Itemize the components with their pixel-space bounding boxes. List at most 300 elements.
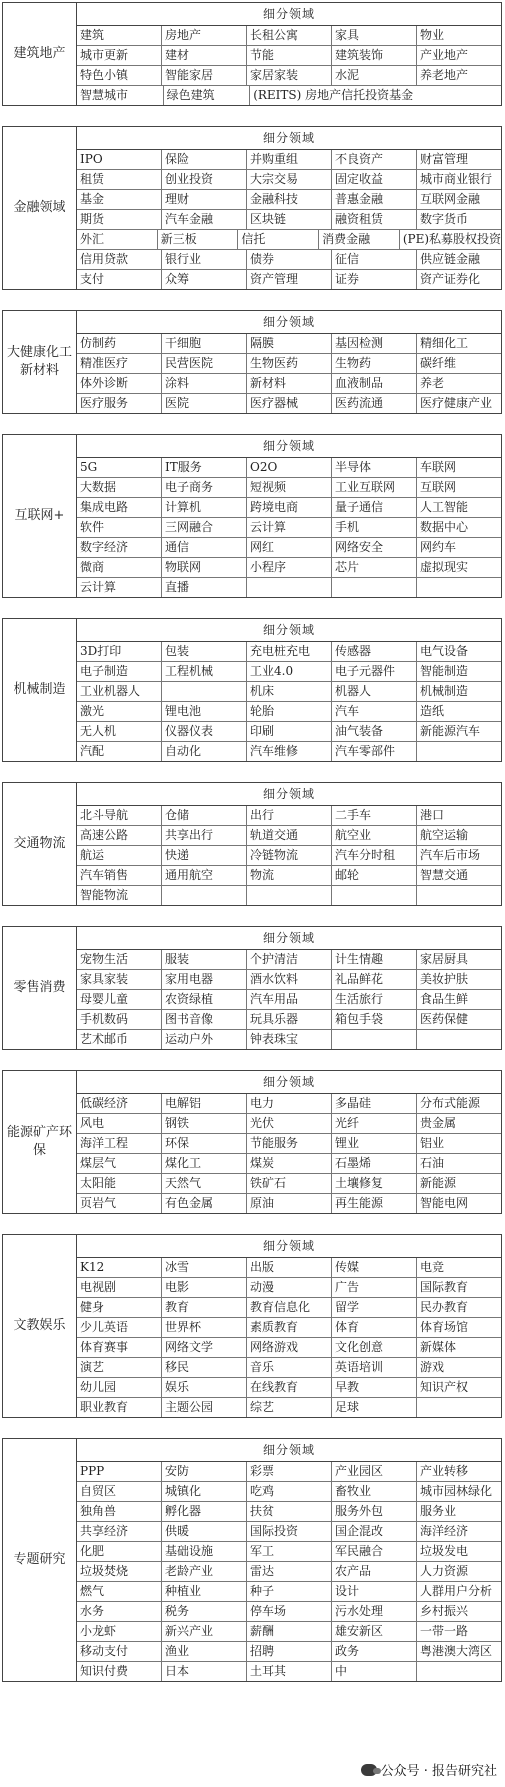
- table-cell: 城镇化: [162, 1482, 247, 1501]
- table-cell: 医院: [162, 394, 247, 413]
- table-row: [77, 1154, 501, 1174]
- table-cell: 半导体: [332, 458, 417, 477]
- table-cell: 航空业: [332, 826, 417, 845]
- table-cell: 页岩气: [77, 1194, 162, 1213]
- table-cell: 国际教育: [420, 1280, 469, 1294]
- table-cell: 软件: [77, 518, 162, 537]
- table-row: [77, 558, 501, 578]
- table-cell: 汽车金融: [162, 210, 247, 229]
- table-cell: 出行: [247, 806, 332, 825]
- table-cell: 数据中心: [420, 520, 469, 534]
- table-cell: 水泥: [332, 66, 417, 85]
- table-cell: 血液制品: [332, 374, 417, 393]
- table-cell: 物联网: [162, 558, 247, 577]
- table-row: [77, 886, 501, 905]
- table-cell: 创业投资: [162, 170, 247, 189]
- table-cell: 设计: [332, 1582, 417, 1601]
- table-cell: 风电: [77, 1114, 162, 1133]
- table-cell: 税务: [162, 1602, 247, 1621]
- table-cell: 邮轮: [332, 866, 417, 885]
- table-row: [77, 150, 501, 170]
- table-cell: 集成电路: [77, 498, 162, 517]
- table-cell: 电气设备: [420, 644, 469, 658]
- table-cell: 基础设施: [162, 1542, 247, 1561]
- table-cell: 政务: [332, 1642, 417, 1661]
- table-row: [77, 682, 501, 702]
- table-cell: 家具家装: [77, 970, 162, 989]
- table-cell: 电视剧: [77, 1278, 162, 1297]
- table-cell: [332, 578, 417, 597]
- table-cell: 石油: [420, 1156, 445, 1170]
- table-cell: 汽车: [332, 702, 417, 721]
- table-cell: 高速公路: [77, 826, 162, 845]
- table-cell: 激光: [77, 702, 162, 721]
- table-cell: 雷达: [247, 1562, 332, 1581]
- table-row: [77, 478, 501, 498]
- section-grid: [77, 619, 501, 761]
- table-cell: 节能: [247, 46, 332, 65]
- table-cell: 分布式能源: [420, 1096, 481, 1110]
- section-category: 互联网+: [3, 435, 77, 597]
- table-cell: 低碳经济: [77, 1094, 162, 1113]
- table-cell: 医疗器械: [247, 394, 332, 413]
- table-cell: 农资绿植: [162, 990, 247, 1009]
- table-cell: 网络文学: [162, 1338, 247, 1357]
- table-cell: 金融科技: [247, 190, 332, 209]
- table-cell: [332, 886, 417, 905]
- table-row: [77, 1522, 501, 1542]
- table-row: [77, 722, 501, 742]
- table-cell: 一带一路: [420, 1624, 469, 1638]
- table-cell: 健身: [77, 1298, 162, 1317]
- table-cell: 化肥: [77, 1542, 162, 1561]
- table-cell: 光纤: [332, 1114, 417, 1133]
- table-cell: 锂电池: [162, 702, 247, 721]
- table-cell: 医疗健康产业: [420, 396, 493, 410]
- table-cell: 体外诊断: [77, 374, 162, 393]
- table-row: [77, 1194, 501, 1213]
- table-cell: 综艺: [247, 1398, 332, 1417]
- table-cell: 家居家装: [247, 66, 332, 85]
- table-cell: 共享出行: [162, 826, 247, 845]
- section-header: 细分领域: [77, 3, 501, 26]
- table-cell: 图书音像: [162, 1010, 247, 1029]
- table-cell: K12: [77, 1258, 162, 1277]
- table-cell: [247, 578, 332, 597]
- table-cell: 租赁: [77, 170, 162, 189]
- table-cell: 精准医疗: [77, 354, 162, 373]
- table-row: [77, 26, 501, 46]
- table-cell: 体育: [332, 1318, 417, 1337]
- table-cell: 人工智能: [420, 500, 469, 514]
- table-cell: [417, 742, 501, 761]
- table-row: [77, 210, 501, 230]
- section-category: 大健康化工新材料: [3, 311, 77, 413]
- table-cell: 手机数码: [77, 1010, 162, 1029]
- table-row: [77, 950, 501, 970]
- section-header: 细分领域: [77, 783, 501, 806]
- section-table: [2, 310, 502, 414]
- table-cell: 网络游戏: [247, 1338, 332, 1357]
- table-cell: 工程机械: [162, 662, 247, 681]
- table-row: [77, 394, 501, 413]
- table-row: [77, 1010, 501, 1030]
- table-cell: 网红: [247, 538, 332, 557]
- table-cell: 手机: [332, 518, 417, 537]
- table-cell: 航运: [77, 846, 162, 865]
- table-cell: 乡村振兴: [420, 1604, 469, 1618]
- table-row: [77, 742, 501, 761]
- category-sheet: [2, 2, 502, 1702]
- section-grid: [77, 1071, 501, 1213]
- table-cell: 宠物生活: [77, 950, 162, 969]
- table-cell: 5G: [77, 458, 162, 477]
- table-cell: 新材料: [247, 374, 332, 393]
- table-cell: 粤港澳大湾区: [420, 1644, 493, 1658]
- table-cell: 知识产权: [420, 1380, 469, 1394]
- table-cell: 石墨烯: [332, 1154, 417, 1173]
- table-cell: 垃圾发电: [420, 1544, 469, 1558]
- table-cell: 大宗交易: [247, 170, 332, 189]
- table-cell: 新兴产业: [162, 1622, 247, 1641]
- table-cell: 城市园林绿化: [420, 1484, 493, 1498]
- table-row: [77, 1298, 501, 1318]
- table-cell: 体育赛事: [77, 1338, 162, 1357]
- table-cell: 吃鸡: [247, 1482, 332, 1501]
- table-row: [77, 1662, 501, 1681]
- table-row: [77, 1338, 501, 1358]
- table-cell: 普惠金融: [332, 190, 417, 209]
- table-cell: 仪器仪表: [162, 722, 247, 741]
- table-cell: 包装: [162, 642, 247, 661]
- section-grid: [77, 1235, 501, 1417]
- table-row: [77, 458, 501, 478]
- table-row: [77, 826, 501, 846]
- table-cell: 计算机: [162, 498, 247, 517]
- table-cell: 英语培训: [332, 1358, 417, 1377]
- table-cell: 家用电器: [162, 970, 247, 989]
- table-row: [77, 1562, 501, 1582]
- table-cell: 渔业: [162, 1642, 247, 1661]
- table-cell: 3D打印: [77, 642, 162, 661]
- table-cell: 跨境电商: [247, 498, 332, 517]
- table-row: [77, 970, 501, 990]
- table-row: [77, 642, 501, 662]
- table-cell: 自贸区: [77, 1482, 162, 1501]
- table-cell: 生物医药: [247, 354, 332, 373]
- section-category: 建筑地产: [3, 3, 77, 105]
- table-cell: 固定收益: [332, 170, 417, 189]
- table-cell: 城市商业银行: [420, 172, 493, 186]
- table-row: [77, 1378, 501, 1398]
- table-cell: 彩票: [247, 1462, 332, 1481]
- table-cell: 在线教育: [247, 1378, 332, 1397]
- table-cell: 数字经济: [77, 538, 162, 557]
- table-cell: 玩具乐器: [247, 1010, 332, 1029]
- table-cell: 服务业: [420, 1504, 457, 1518]
- table-cell: 军工: [247, 1542, 332, 1561]
- table-cell: 节能服务: [247, 1134, 332, 1153]
- table-cell: 服装: [162, 950, 247, 969]
- table-cell: 电影: [162, 1278, 247, 1297]
- table-cell: 传感器: [332, 642, 417, 661]
- table-cell: 仓储: [162, 806, 247, 825]
- table-cell: 产业地产: [420, 48, 469, 62]
- table-cell: 汽车销售: [77, 866, 162, 885]
- table-cell: 自动化: [162, 742, 247, 761]
- table-cell: 债券: [247, 250, 332, 269]
- table-cell: 艺术邮币: [77, 1030, 162, 1049]
- watermark: [361, 1760, 497, 1779]
- table-cell: 基金: [77, 190, 162, 209]
- table-cell: [162, 886, 247, 905]
- section-category: 文教娱乐: [3, 1235, 77, 1417]
- table-cell: 特色小镇: [77, 66, 162, 85]
- section-header: 细分领域: [77, 1439, 501, 1462]
- table-cell: 轨道交通: [247, 826, 332, 845]
- table-row: [77, 1622, 501, 1642]
- table-cell: 铁矿石: [247, 1174, 332, 1193]
- table-row: [77, 1258, 501, 1278]
- table-cell: 物流: [247, 866, 332, 885]
- section-grid: [77, 435, 501, 597]
- table-cell: 生活旅行: [332, 990, 417, 1009]
- section-header: 细分领域: [77, 1235, 501, 1258]
- table-cell: 水务: [77, 1602, 162, 1621]
- table-cell: 养老地产: [420, 68, 469, 82]
- table-cell: 垃圾焚烧: [77, 1562, 162, 1581]
- table-cell: 母婴儿童: [77, 990, 162, 1009]
- section-table: [2, 1234, 502, 1418]
- table-cell: 土耳其: [247, 1662, 332, 1681]
- table-cell: 世界杯: [162, 1318, 247, 1337]
- table-cell: 新三板: [158, 230, 239, 249]
- table-cell: 游戏: [420, 1360, 445, 1374]
- section-table: [2, 1438, 502, 1682]
- table-cell: 造纸: [420, 704, 445, 718]
- table-cell: [162, 682, 247, 701]
- table-cell: 期货: [77, 210, 162, 229]
- table-cell: 人群用户分析: [420, 1584, 493, 1598]
- table-cell: 太阳能: [77, 1174, 162, 1193]
- table-cell: 医药流通: [332, 394, 417, 413]
- table-cell: 知识付费: [77, 1662, 162, 1681]
- section-category: 零售消费: [3, 927, 77, 1049]
- table-cell: [417, 886, 501, 905]
- table-cell: 海洋工程: [77, 1134, 162, 1153]
- table-cell: 环保: [162, 1134, 247, 1153]
- table-cell: 有色金属: [162, 1194, 247, 1213]
- table-cell: 直播: [162, 578, 247, 597]
- table-cell: 医药保健: [420, 1012, 469, 1026]
- table-cell: [417, 578, 501, 597]
- table-cell: 国际投资: [247, 1522, 332, 1541]
- section-table: [2, 2, 502, 106]
- table-row: [77, 538, 501, 558]
- table-cell: 汽车用品: [247, 990, 332, 1009]
- table-cell: 铝业: [420, 1136, 445, 1150]
- table-cell: 个护清洁: [247, 950, 332, 969]
- table-cell: 涂料: [162, 374, 247, 393]
- table-row: [77, 1318, 501, 1338]
- table-cell: 电子商务: [162, 478, 247, 497]
- section-table: [2, 618, 502, 762]
- table-cell: 汽车维修: [247, 742, 332, 761]
- table-cell: 光伏: [247, 1114, 332, 1133]
- table-cell: 运动户外: [162, 1030, 247, 1049]
- table-cell: 电竞: [420, 1260, 445, 1274]
- table-row: [77, 1582, 501, 1602]
- table-row: [77, 1030, 501, 1049]
- table-cell: 动漫: [247, 1278, 332, 1297]
- table-cell: 停车场: [247, 1602, 332, 1621]
- table-cell: 物业: [420, 28, 445, 42]
- table-row: [77, 1542, 501, 1562]
- table-cell: 证券: [332, 270, 417, 289]
- table-row: [77, 1278, 501, 1298]
- table-cell: 教育信息化: [247, 1298, 332, 1317]
- section-category: 能源矿产环保: [3, 1071, 77, 1213]
- table-cell: 天然气: [162, 1174, 247, 1193]
- table-cell: 征信: [332, 250, 417, 269]
- table-cell: 产业转移: [420, 1464, 469, 1478]
- section-grid: [77, 783, 501, 905]
- table-row: [77, 1358, 501, 1378]
- table-cell: 云计算: [77, 578, 162, 597]
- table-row: [77, 86, 501, 105]
- table-cell: 贵金属: [420, 1116, 457, 1130]
- table-cell: 智慧交通: [420, 868, 469, 882]
- table-cell: 礼品鲜花: [332, 970, 417, 989]
- table-cell: 医疗服务: [77, 394, 162, 413]
- table-row: [77, 806, 501, 826]
- table-cell: 留学: [332, 1298, 417, 1317]
- table-cell: 互联网: [420, 480, 457, 494]
- table-row: [77, 1094, 501, 1114]
- table-cell: 长租公寓: [247, 26, 332, 45]
- table-cell: 产业园区: [332, 1462, 417, 1481]
- table-cell: 机械制造: [420, 684, 469, 698]
- table-cell: 虚拟现实: [420, 560, 469, 574]
- table-cell: 扶贫: [247, 1502, 332, 1521]
- table-cell: 污水处理: [332, 1602, 417, 1621]
- table-cell: 钟表珠宝: [247, 1030, 332, 1049]
- table-cell: 银行业: [162, 250, 247, 269]
- table-row: [77, 46, 501, 66]
- table-cell: 港口: [420, 808, 445, 822]
- section-header: 细分领域: [77, 435, 501, 458]
- table-cell: (PE)私募股权投资: [402, 232, 502, 246]
- table-cell: 数字货币: [420, 212, 469, 226]
- table-row: [77, 1642, 501, 1662]
- section-category: 专题研究: [3, 1439, 77, 1681]
- table-row: [77, 374, 501, 394]
- table-cell: 早教: [332, 1378, 417, 1397]
- table-row: [77, 498, 501, 518]
- table-cell: 航空运输: [420, 828, 469, 842]
- table-row: [77, 1114, 501, 1134]
- table-cell: 汽车零部件: [332, 742, 417, 761]
- table-cell: 信托: [238, 230, 319, 249]
- table-row: [77, 1462, 501, 1482]
- table-cell: 煤炭: [247, 1154, 332, 1173]
- table-row: [77, 334, 501, 354]
- table-cell: 互联网金融: [420, 192, 481, 206]
- section-grid: [77, 1439, 501, 1681]
- table-row: [77, 1602, 501, 1622]
- watermark-text: 公众号 · 报告研究社: [380, 1764, 497, 1779]
- table-cell: 音乐: [247, 1358, 332, 1377]
- table-cell: 足球: [332, 1398, 417, 1417]
- table-cell: 工业4.0: [247, 662, 332, 681]
- table-row: [77, 702, 501, 722]
- table-cell: 通用航空: [162, 866, 247, 885]
- table-row: [77, 662, 501, 682]
- table-cell: 移动支付: [77, 1642, 162, 1661]
- table-row: [77, 846, 501, 866]
- table-cell: PPP: [77, 1462, 162, 1481]
- table-cell: 仿制药: [77, 334, 162, 353]
- table-cell: 财富管理: [420, 152, 469, 166]
- table-cell: 微商: [77, 558, 162, 577]
- table-cell: 少儿英语: [77, 1318, 162, 1337]
- section-table: [2, 1070, 502, 1214]
- table-cell: 新能源: [420, 1176, 457, 1190]
- table-cell: 出版: [247, 1258, 332, 1277]
- table-cell: 农产品: [332, 1562, 417, 1581]
- table-cell: 雄安新区: [332, 1622, 417, 1641]
- table-row: [77, 170, 501, 190]
- table-cell: 老龄产业: [162, 1562, 247, 1581]
- table-cell: 小程序: [247, 558, 332, 577]
- table-cell: 融资租赁: [332, 210, 417, 229]
- table-cell: 体育场馆: [420, 1320, 469, 1334]
- table-cell: 移民: [162, 1358, 247, 1377]
- table-cell: 种子: [247, 1582, 332, 1601]
- section-table: [2, 126, 502, 290]
- section-category: 机械制造: [3, 619, 77, 761]
- table-cell: 锂业: [332, 1134, 417, 1153]
- table-cell: O2O: [247, 458, 332, 477]
- table-cell: 汽车分时租: [332, 846, 417, 865]
- table-cell: 民营医院: [162, 354, 247, 373]
- table-cell: 充电桩充电: [247, 642, 332, 661]
- table-cell: 智能物流: [77, 886, 162, 905]
- table-cell: 三网融合: [162, 518, 247, 537]
- table-row: [77, 1482, 501, 1502]
- table-cell: 汽车后市场: [420, 848, 481, 862]
- table-cell: 网约车: [420, 540, 457, 554]
- table-cell: [417, 1662, 501, 1681]
- table-cell: 建筑: [77, 26, 162, 45]
- table-cell: [247, 886, 332, 905]
- table-cell: 精细化工: [420, 336, 469, 350]
- table-cell: 小龙虾: [77, 1622, 162, 1641]
- section-header: 细分领域: [77, 619, 501, 642]
- table-cell: 食品生鲜: [420, 992, 469, 1006]
- table-cell: 服务外包: [332, 1502, 417, 1521]
- table-cell: 招聘: [247, 1642, 332, 1661]
- table-cell: 车联网: [420, 460, 457, 474]
- section-table: [2, 434, 502, 598]
- table-cell: 家居厨具: [420, 952, 469, 966]
- table-cell: 再生能源: [332, 1194, 417, 1213]
- table-cell: 智能制造: [420, 664, 469, 678]
- table-cell: 土壤修复: [332, 1174, 417, 1193]
- section-category: 交通物流: [3, 783, 77, 905]
- table-cell: 薪酬: [247, 1622, 332, 1641]
- table-cell: 独角兽: [77, 1502, 162, 1521]
